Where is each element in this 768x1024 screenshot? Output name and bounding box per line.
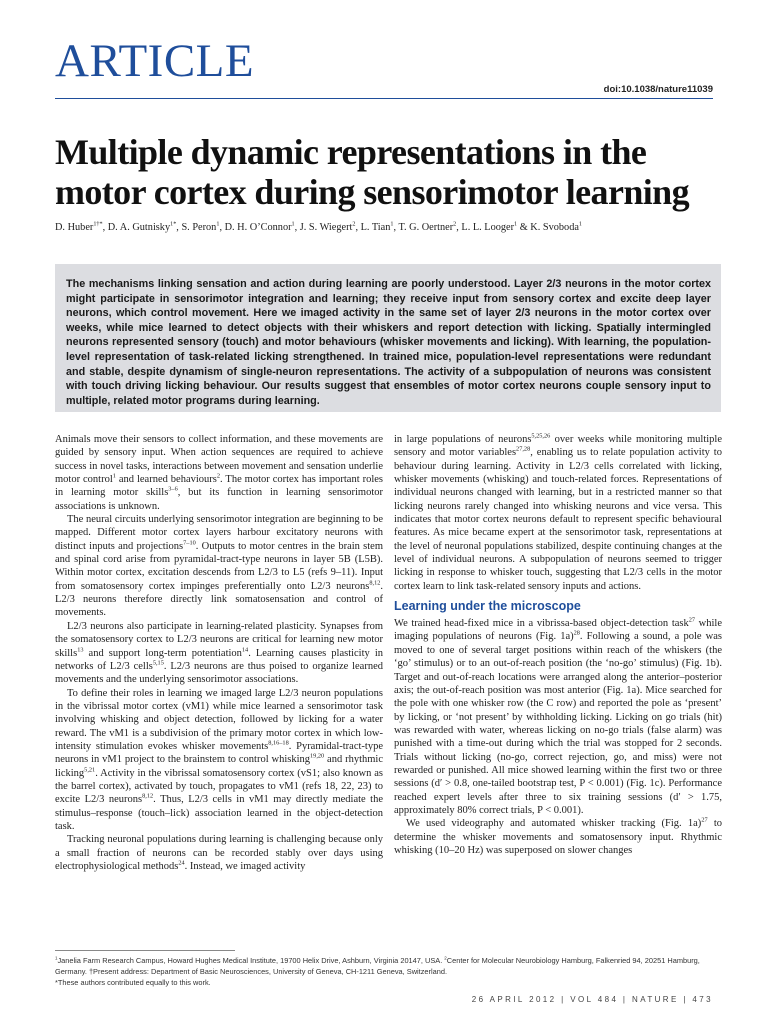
citation-superscript[interactable]: 2: [444, 955, 447, 961]
text-run: . Learning causes plasticity in networks of L2/3 cells: [55, 647, 383, 672]
citation-superscript[interactable]: 5,15: [152, 659, 164, 667]
citation-superscript[interactable]: 2: [216, 472, 221, 480]
doi-link[interactable]: doi:10.1038/nature11039: [603, 84, 713, 95]
citation-superscript[interactable]: 27: [688, 616, 696, 624]
text-run: We trained head-fixed mice in a vibrissa-based object-detection task: [394, 618, 689, 630]
author-name: L. Tian: [360, 222, 391, 233]
citation-superscript[interactable]: 27: [701, 816, 708, 824]
author-affiliation-mark: 1: [291, 220, 295, 228]
author-affiliation-mark: 1†*: [93, 220, 103, 228]
citation-superscript[interactable]: 28: [573, 629, 580, 637]
citation-superscript[interactable]: 1: [112, 472, 116, 480]
body-paragraph: [55, 687, 383, 834]
header-rule: [55, 98, 713, 99]
text-run: L2/3 neurons also participate in learning-related plasticity. Synapses from the somatosensory cortex to L2/3 neurons are critical for learning new motor skills: [55, 620, 383, 659]
section-heading: Learning under the microscope: [394, 599, 581, 614]
affiliation-footnotes: [55, 955, 725, 988]
author-name: J. S. Wiegert: [299, 222, 353, 233]
author-affiliation-mark: 2: [453, 220, 457, 228]
author-name: K. Svoboda: [530, 222, 579, 233]
text-run: . Following a sound, a pole was moved to one of several target positions within reach of the whiskers (the ‘go’ stimulus) or to an out-of-reach position (the ‘no-go’ stimulus) (Fig. 1b). Target and out-of-reach locations were arranged along the anterior–posterior axis; the out-of-reach position was most anterior (Fig. 1a). Mice searched for the pole with one whisker row (the C row) and reported the pole as ‘present’ by licking, or ‘not present’ by withholding licking. Licking on go trials (hit) was rewarded with water, whereas licking on no-go trials (false alarm) was punished with a time-out during which the trial was stopped for 2 seconds. Trials without licking (no-go, correct rejection, go, and miss) were not rewarded or punished. All mice showed learning within the first two or three sessions (d′ > 0.8, one-tailed bootstrap test, P < 0.001) (Fig. 1c). Performance reached expert levels after three to six training sessions (d′ > 1.75, approximately 80% correct trials, P < 0.001).: [394, 631, 722, 816]
body-paragraph: [55, 513, 383, 620]
text-run: To define their roles in learning we imaged large L2/3 neuron populations in the vibrissal motor cortex (vM1) while mice learned a sensorimotor task involving whisking and object detection, followed by licking for a water reward. The vM1 is a subdivision of the primary motor cortex in which low-intensity stimulation evokes whisker movements: [55, 687, 383, 752]
text-run: and rhythmic licking: [55, 754, 383, 779]
text-run: *These authors contributed equally to this work.: [55, 978, 211, 987]
body-paragraph: [55, 833, 383, 873]
text-run: Center for Molecular Neurobiology Hamburg, Falkenried 94, 20251 Hamburg, Germany. †Present address: Department of Basic Neurosciences, University of Geneva, CH-1211 Geneva, Switzerland.: [55, 956, 700, 976]
author-name: D. A. Gutnisky: [107, 222, 171, 233]
text-run: and support long-term potentiation: [83, 647, 242, 659]
citation-superscript[interactable]: 8,12: [369, 579, 381, 587]
text-run: . Activity in the vibrissal somatosensory cortex (vS1; also known as the barrel cortex), activated by touch, propagates to vM1 (refs 18, 22, 23) to excite L2/3 neurons: [55, 767, 383, 806]
body-paragraph: [394, 433, 722, 593]
author-affiliation-mark: 1: [390, 220, 394, 228]
citation-superscript[interactable]: 14: [241, 646, 249, 653]
citation-superscript[interactable]: 24: [178, 859, 185, 867]
text-run: . Instead, we imaged activity: [184, 861, 306, 872]
text-run: Animals move their sensors to collect information, and these movements are guided by sensory input. When action sequences are required to achieve success in novel tasks, interactions between movement and sensation underlie motor control: [55, 434, 383, 486]
author-affiliation-mark: 2: [352, 220, 356, 228]
body-paragraph: [55, 620, 383, 687]
text-run: while imaging populations of neurons (Fig. 1a): [394, 618, 722, 643]
text-run: and learned behaviours: [115, 474, 217, 486]
author-name: T. G. Oertner: [398, 222, 454, 233]
footnote: [55, 955, 725, 977]
author-name: L. L. Looger: [461, 222, 515, 233]
text-run: , but its function in learning sensorimotor associations is unknown.: [55, 487, 383, 512]
text-run: Janelia Farm Research Campus, Howard Hughes Medical Institute, 19700 Helix Drive, Ashburn, Virginia 20147, USA.: [57, 956, 445, 965]
text-run: . The motor cortex has important roles in learning motor skills: [55, 474, 383, 499]
page-footer: 26 APRIL 2012 | VOL 484 | NATURE | 473: [471, 995, 713, 1004]
citation-superscript[interactable]: 7–10: [183, 539, 196, 547]
author-list: D. Huber$^{1\dagger*}$, D. A. Gutnisky$^{1*}$, S. Peron$^1$, D. H. O’Connor$^1$, J. S. Wiegert$^2$, L. Tian$^1$, T. G. Oertner$^2$, L. L. Looger$^1$ & K. Svoboda$^1$: [55, 220, 583, 233]
citation-superscript[interactable]: 8,12: [142, 792, 154, 800]
text-run: to determine the whisker movements and somatosensory input. Rhythmic whisking (10–20 Hz) was superposed on slower changes: [394, 818, 722, 856]
text-run: over weeks while monitoring multiple sensory and motor variables: [394, 434, 722, 459]
author-affiliation-mark: 1: [578, 220, 583, 228]
body-paragraph: [394, 817, 722, 857]
text-run: . Pyramidal-tract-type neurons in vM1 project to the brainstem to control whisking: [55, 740, 383, 766]
text-run: Tracking neuronal populations during learning is challenging because only a small fraction of neurons can be recorded stably over days using electrophysiological methods: [55, 834, 383, 872]
footnote: [55, 977, 725, 988]
citation-superscript[interactable]: 13: [77, 646, 84, 653]
author-name: D. Huber: [55, 222, 94, 233]
text-run: . Outputs to motor centres in the brain stem and spinal cord arise from pyramidal-tract-type neurons in layer 5B (L5B). Within motor cortex, excitation descends from L2/3 to L5 (refs 9–11). Input from somatosensory cortex impinges preferentially onto L2/3 neurons: [55, 540, 383, 592]
body-column-left: [55, 433, 383, 873]
author-affiliation-mark: 1: [216, 220, 220, 228]
text-run: We used videography and automated whisker tracking (Fig. 1a): [406, 818, 702, 830]
text-run: The neural circuits underlying sensorimotor integration are beginning to be mapped. Different motor cortex layers harbour excitatory neurons with distinct inputs and projections: [55, 514, 383, 552]
author-name: S. Peron: [181, 222, 217, 233]
body-column-right: [394, 433, 722, 857]
abstract-text: The mechanisms linking sensation and action during learning are poorly understood. Layer 2/3 neurons in the motor cortex might participate in sensorimotor integration and learning; they receive input from sensory cortex and excite deep layer neurons, which control movement. Here we imaged activity in the same set of layer 2/3 neurons in the motor cortex over weeks, while mice learned to detect objects with their whiskers and report detection with licking. Spatially intermingled neurons represented sensory (touch) and motor behaviours (whisker movements and licking). With learning, the population-level representation of task-related licking strengthened. In trained mice, population-level representations were redundant and stable, despite dynamism of single-neuron representations. The activity of a subpopulation of neurons was consistent with touch driving licking behaviour. Our results suggest that ensembles of motor cortex neurons couple sensory input to multiple, related motor programs during learning.: [66, 278, 711, 407]
paper-title: Multiple dynamic representations in the motor cortex during sensorimotor learning: [55, 132, 689, 212]
text-run: . Thus, L2/3 cells in vM1 may directly mediate the stimulus–response (touch–lick) association learned in the object-detection task.: [55, 794, 384, 832]
author-affiliation-mark: 1*: [170, 220, 177, 228]
citation-superscript[interactable]: 27,28: [516, 445, 531, 453]
citation-superscript[interactable]: 1: [55, 955, 58, 961]
article-label: ARTICLE: [55, 35, 255, 87]
citation-superscript[interactable]: 3–6: [168, 485, 178, 493]
body-paragraph: [55, 433, 383, 513]
text-run: . L2/3 neurons therefore directly link somatosensation and control of movements.: [55, 580, 383, 619]
author-affiliation-mark: 1: [514, 220, 518, 228]
citation-superscript[interactable]: 5,21: [84, 766, 96, 774]
text-run: . L2/3 neurons are thus poised to organize learned movements and the underlying sensorimotor associations.: [55, 660, 384, 686]
footnote-rule: [55, 950, 235, 951]
text-run: , enabling us to relate population activity to behaviour during learning. Activity in L2/3 cells correlated with licking, whisker movements (whisking) and touch-related forces. Representations of individual neurons changed with learning, but in a restricted manner so that licking neurons rarely changed into whisking neurons and vice versa. This indicates that motor cortex neurons default to represent specific behavioural features. As mice became expert at the sensorimotor task, representations at the level of neuronal populations stabilized, despite continuing changes at the level of individual neurons. A subpopulation of neurons seemed to trigger licking in response to whisker touch, suggesting that L2/3 cells in the motor cortex learn to link task-related sensory inputs and actions.: [394, 447, 722, 592]
author-name: D. H. O’Connor: [224, 222, 292, 233]
citation-superscript[interactable]: 8,16–18: [268, 739, 289, 747]
citation-superscript[interactable]: 19,20: [310, 752, 325, 760]
body-paragraph: [394, 617, 722, 817]
text-run: in large populations of neurons: [394, 434, 532, 445]
citation-superscript[interactable]: 5,25,26: [531, 432, 551, 440]
